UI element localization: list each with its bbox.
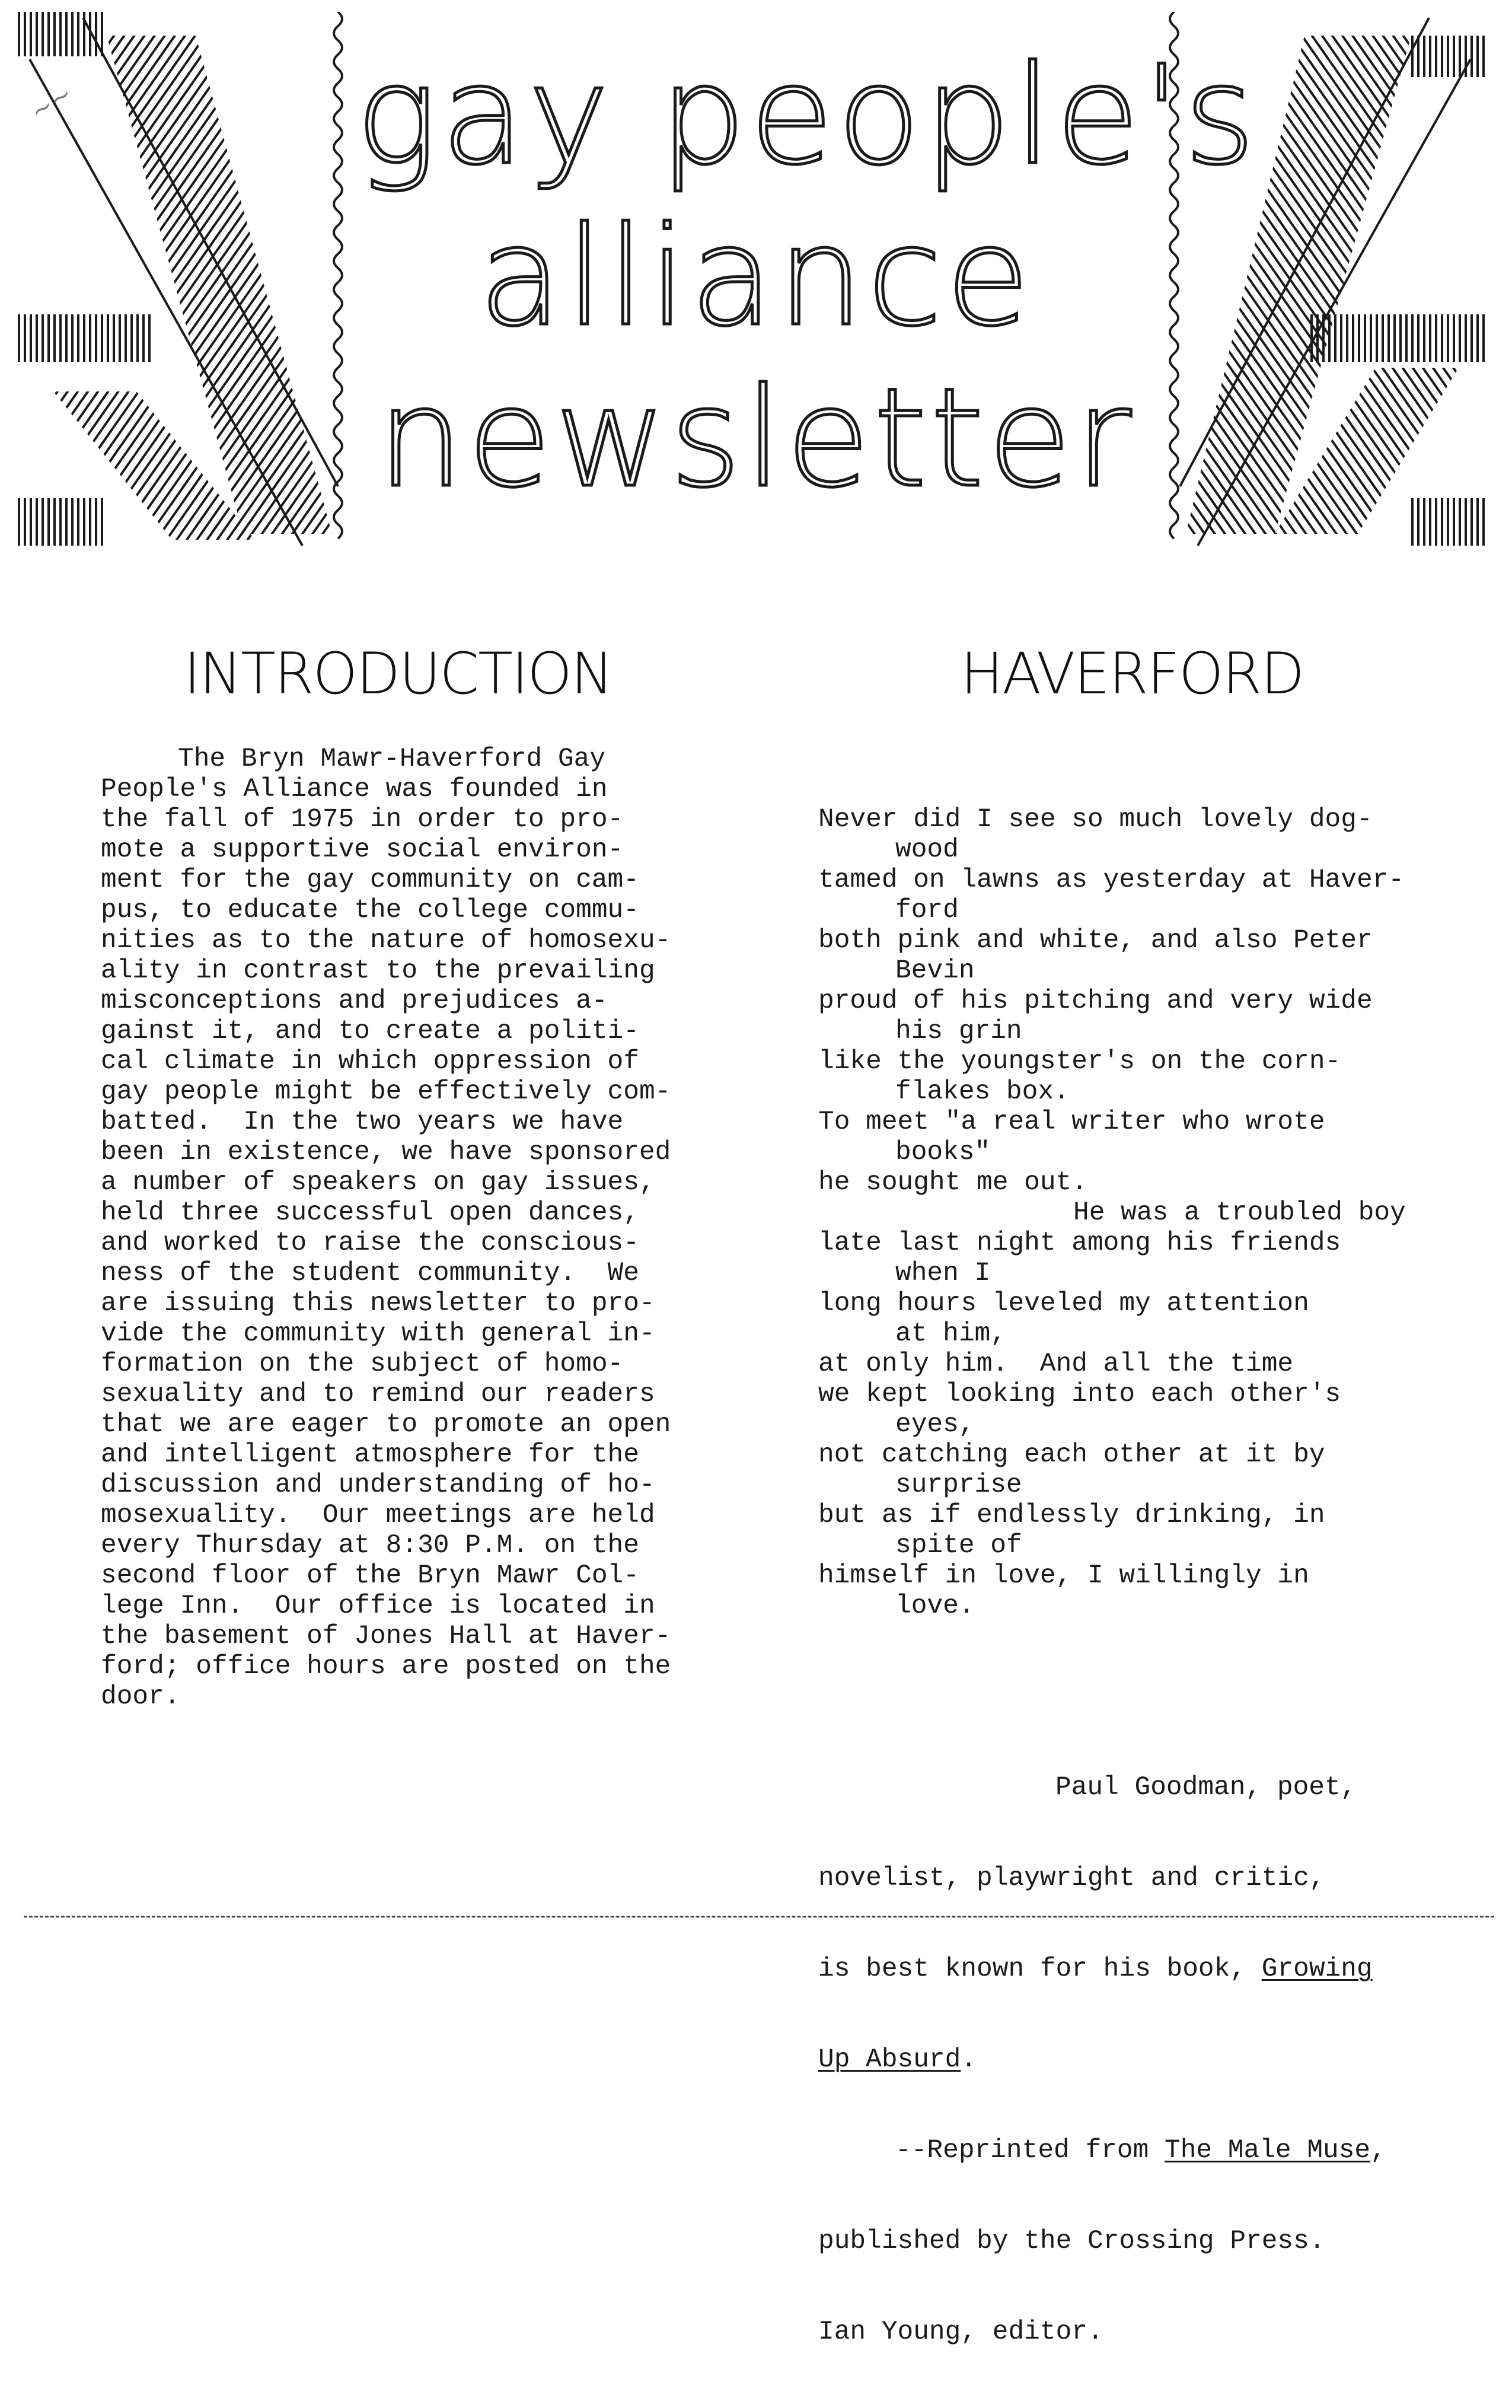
haverford-heading: HAVERFORD [961,641,1304,707]
introduction-line: mote a supportive social environ- [101,835,624,865]
haverford-poem [818,805,1406,1622]
introduction-line: the basement of Jones Hall at Haver- [101,1622,671,1651]
introduction-line: a number of speakers on gay issues, [101,1168,655,1197]
poem-line: tamed on lawns as yesterday at Haver- [818,865,1405,895]
introduction-line: ford; office hours are posted on the [101,1652,671,1681]
poem-line: we kept looking into each other's [818,1380,1341,1409]
introduction-line: nities as to the nature of homosexu- [101,926,671,955]
introduction-line: that we are eager to promote an open [101,1410,671,1439]
credit-source-suffix: , [1370,2136,1386,2165]
poem-line: love. [895,1591,975,1621]
credit-prefix: --Reprinted from [895,2136,1165,2165]
poem-line: surprise [895,1470,1022,1500]
blank-line [818,1682,1406,1712]
bio-line-2: novelist, playwright and critic, [818,1864,1325,1893]
introduction-line: cal climate in which oppression of [101,1047,639,1076]
bio-line-4-suffix: . [961,2045,977,2075]
poem-line: his grin [895,1017,1022,1046]
introduction-body [101,744,671,1712]
poem-line: books" [895,1138,991,1167]
bio-line-3 [818,1954,1406,1985]
bottom-divider [24,1916,1494,1918]
introduction-line: ness of the student community. We [101,1259,639,1288]
poem-line: himself in love, I willingly in [818,1561,1309,1591]
introduction-line: second floor of the Bryn Mawr Col- [101,1561,639,1591]
newsletter-masthead [356,36,1259,520]
poem-line: not catching each other at it by [818,1440,1325,1470]
introduction-line: pus, to educate the college commu- [101,896,639,925]
introduction-line: and worked to raise the conscious- [101,1228,639,1258]
poem-line: he sought me out. [818,1168,1087,1197]
book-title-part-2: Up Absurd [818,2045,961,2075]
bio-line-1: Paul Goodman, poet, [1055,1773,1357,1802]
poem-line: ford [895,896,959,925]
introduction-line: held three successful open dances, [101,1198,639,1228]
poem-line: He was a troubled boy [1073,1198,1406,1228]
poem-line: but as if endlessly drinking, in [818,1501,1325,1530]
introduction-line: The Bryn Mawr-Haverford Gay [178,744,606,774]
introduction-line: gay people might be effectively com- [101,1077,671,1107]
introduction-line: ment for the gay community on cam- [101,865,639,895]
poem-line: when I [895,1259,991,1288]
masthead-line-2: alliance [479,198,1033,356]
poem-line: eyes, [895,1410,975,1439]
poem-line: Never did I see so much lovely dog- [818,805,1373,834]
book-title-part-1: Growing [1261,1954,1373,1984]
introduction-line: formation on the subject of homo- [101,1349,624,1379]
bio-line-4 [818,2045,1406,2075]
credit-line-1 [818,2136,1406,2166]
decorative-stripes-right [1162,12,1494,552]
poem-line: at only him. And all the time [818,1349,1294,1379]
handwritten-stamp: ~~ [24,78,78,128]
introduction-line: misconceptions and prejudices a- [101,986,608,1016]
poem-line: spite of [895,1531,1022,1560]
introduction-line: discussion and understanding of ho- [101,1470,655,1500]
introduction-line: door. [101,1682,180,1712]
introduction-line: the fall of 1975 in order to pro- [101,805,624,834]
introduction-line: batted. In the two years we have [101,1107,624,1137]
introduction-line: mosexuality. Our meetings are held [101,1501,655,1530]
introduction-line: lege Inn. Our office is located in [101,1591,655,1621]
masthead-line-3: newsletter [377,359,1135,518]
credit-line-2: published by the Crossing Press. [818,2227,1325,2256]
credit-line-3: Ian Young, editor. [818,2317,1103,2347]
introduction-line: every Thursday at 8:30 P.M. on the [101,1531,639,1560]
introduction-line: been in existence, we have sponsored [101,1138,671,1167]
poem-line: To meet "a real writer who wrote [818,1107,1325,1137]
masthead-line-1: gay people's [356,37,1259,195]
poem-line: proud of his pitching and very wide [818,986,1373,1016]
introduction-line: gainst it, and to create a politi- [101,1017,639,1046]
poem-line: long hours leveled my attention [818,1289,1309,1318]
poem-line: like the youngster's on the corn- [818,1047,1341,1076]
bio-line-3-text: is best known for his book, [818,1954,1262,1984]
introduction-line: are issuing this newsletter to pro- [101,1289,655,1318]
introduction-line: sexuality and to remind our readers [101,1380,655,1409]
introduction-line: and intelligent atmosphere for the [101,1440,639,1470]
poem-line: late last night among his friends [818,1228,1341,1258]
haverford-body [818,744,1406,2408]
poem-line: both pink and white, and also Peter [818,926,1373,955]
poem-line: at him, [895,1319,1006,1349]
poem-line: Bevin [895,956,975,986]
introduction-heading: INTRODUCTION [184,641,613,707]
introduction-line: vide the community with general in- [101,1319,655,1349]
poem-line: flakes box. [895,1077,1070,1107]
introduction-line: People's Alliance was founded in [101,775,608,804]
poem-line: wood [895,835,959,865]
credit-source: The Male Muse [1164,2136,1371,2165]
introduction-line: ality in contrast to the prevailing [101,956,655,986]
